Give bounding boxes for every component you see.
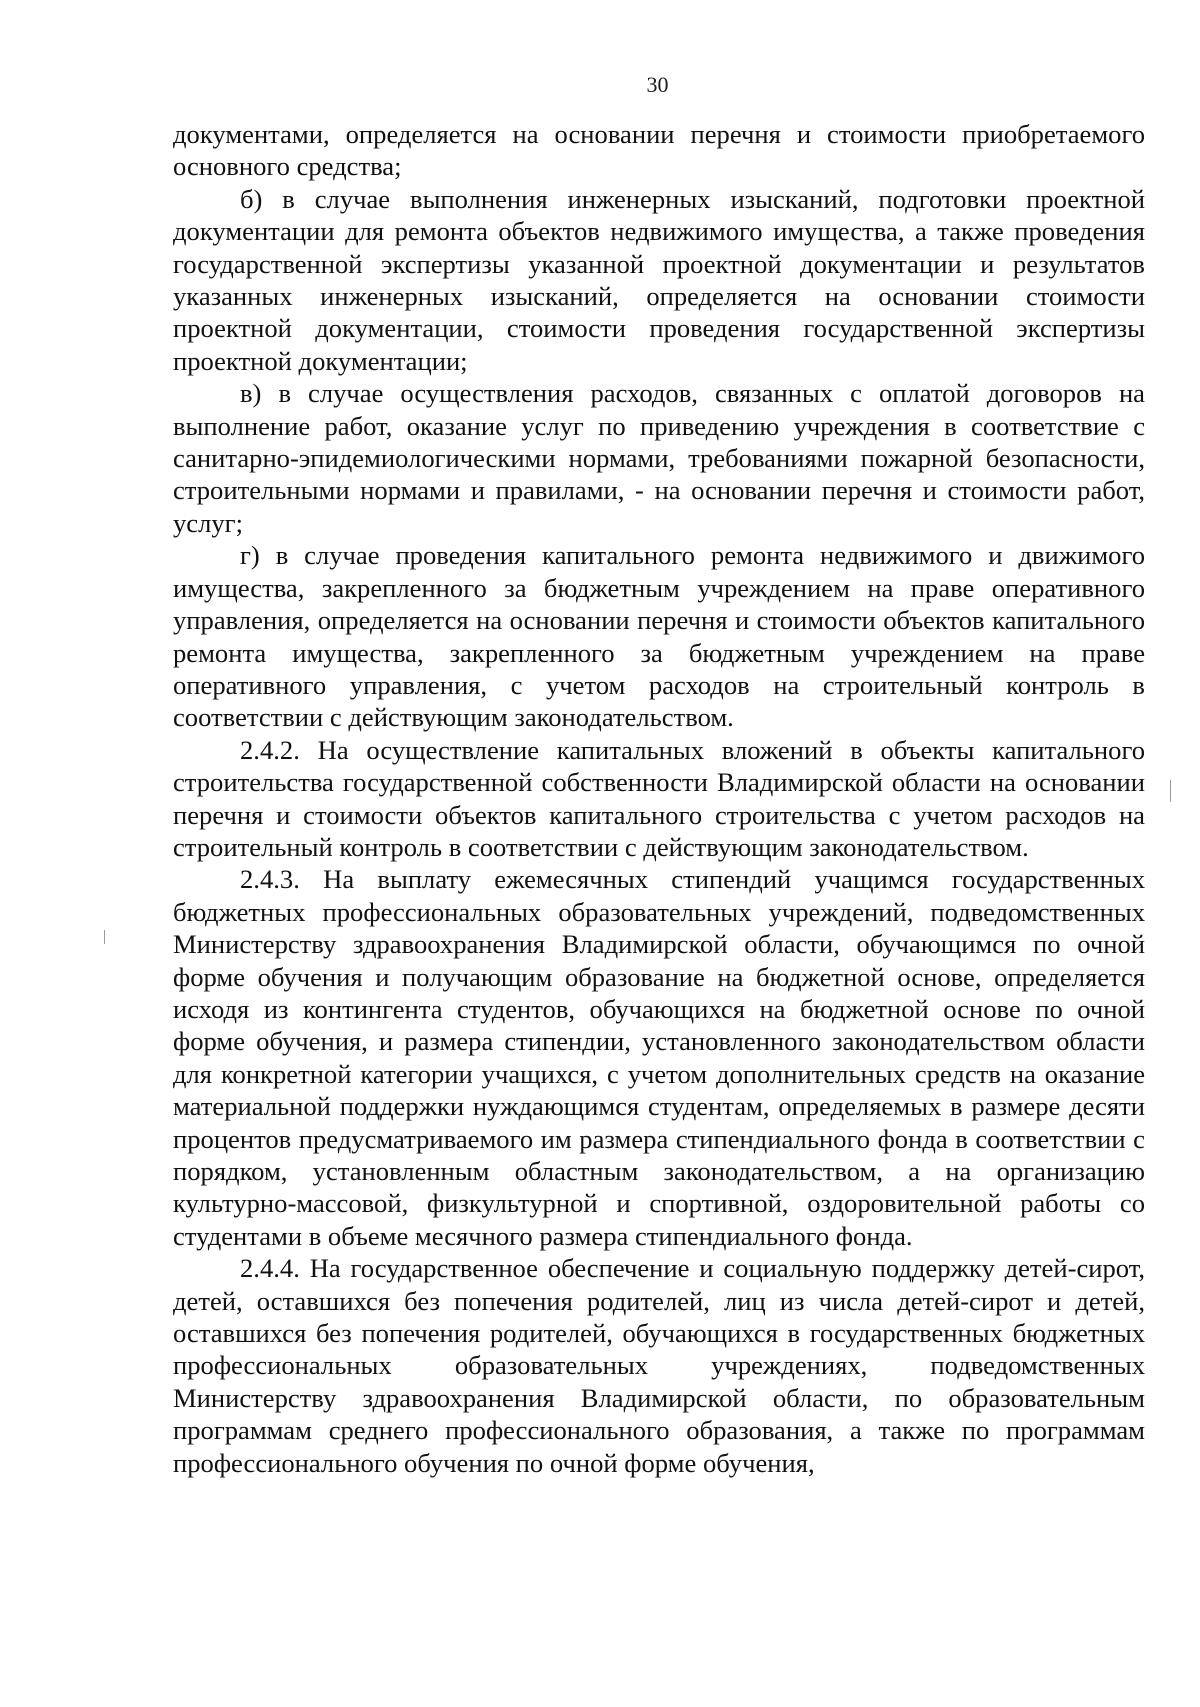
paragraph-item-v: в) в случае осуществления расходов, связанных с оплатой договоров на выполнение работ, оказание услуг по приведению учреждения в соответствие с санитарно-эпидемиологическими нормами, требованиями пожарной безопасности, строительными нормами и правилами, - на основании перечня и стоимости работ, услуг; xyxy=(173,378,1145,538)
document-body xyxy=(173,118,1145,1479)
page-number: 30 xyxy=(646,72,669,97)
paragraph-item-g: г) в случае проведения капитального ремонта недвижимого и движимого имущества, закрепленного за бюджетным учреждением на праве оперативного управления, определяется на основании перечня и стоимости объектов капитального ремонта имущества, закрепленного за бюджетным учреждением на праве оперативного управления, с учетом расходов на строительный контроль в соответствии с действующим законодательством. xyxy=(173,540,1145,733)
scan-mark-left xyxy=(104,930,105,944)
paragraph-continuation: документами, определяется на основании перечня и стоимости приобретаемого основного средства; xyxy=(173,119,1145,182)
paragraph-item-b: б) в случае выполнения инженерных изысканий, подготовки проектной документации для ремонта объектов недвижимого имущества, а также проведения государственной экспертизы указанной проектной документации и результатов указанных инженерных изысканий, определяется на основании стоимости проектной документации, стоимости проведения государственной экспертизы проектной документации; xyxy=(173,183,1145,376)
paragraph-2-4-2: 2.4.2. На осуществление капитальных вложений в объекты капитального строительства государственной собственности Владимирской области на основании перечня и стоимости объектов капитального строительства с учетом расходов на строительный контроль в соответствии с действующим законодательством. xyxy=(173,734,1145,862)
paragraph-2-4-3: 2.4.3. На выплату ежемесячных стипендий учащимся государственных бюджетных профессиональных образовательных учреждений, подведомственных Министерству здравоохранения Владимирской области, обучающимся по очной форме обучения и получающим образование на бюджетной основе, определяется исходя из контингента студентов, обучающихся на бюджетной основе по очной форме обучения, и размера стипендии, установленного законодательством области для конкретной категории учащихся, с учетом дополнительных средств на оказание материальной поддержки нуждающимся студентам, определяемых в размере десяти процентов предусматриваемого им размера стипендиального фонда в соответствии с порядком, установленным областным законодательством, а на организацию культурно-массовой, физкультурной и спортивной, оздоровительной работы со студентами в объеме месячного размера стипендиального фонда. xyxy=(173,864,1145,1251)
paragraph-2-4-4: 2.4.4. На государственное обеспечение и социальную поддержку детей-сирот, детей, оставшихся без попечения родителей, лиц из числа детей-сирот и детей, оставшихся без попечения родителей, обучающихся в государственных бюджетных профессиональных образовательных учреждениях, подведомственных Министерству здравоохранения Владимирской области, по образовательным программам среднего профессионального образования, а также по программам профессионального обучения по очной форме обучения, xyxy=(173,1253,1145,1478)
scan-mark-right xyxy=(1170,780,1171,802)
